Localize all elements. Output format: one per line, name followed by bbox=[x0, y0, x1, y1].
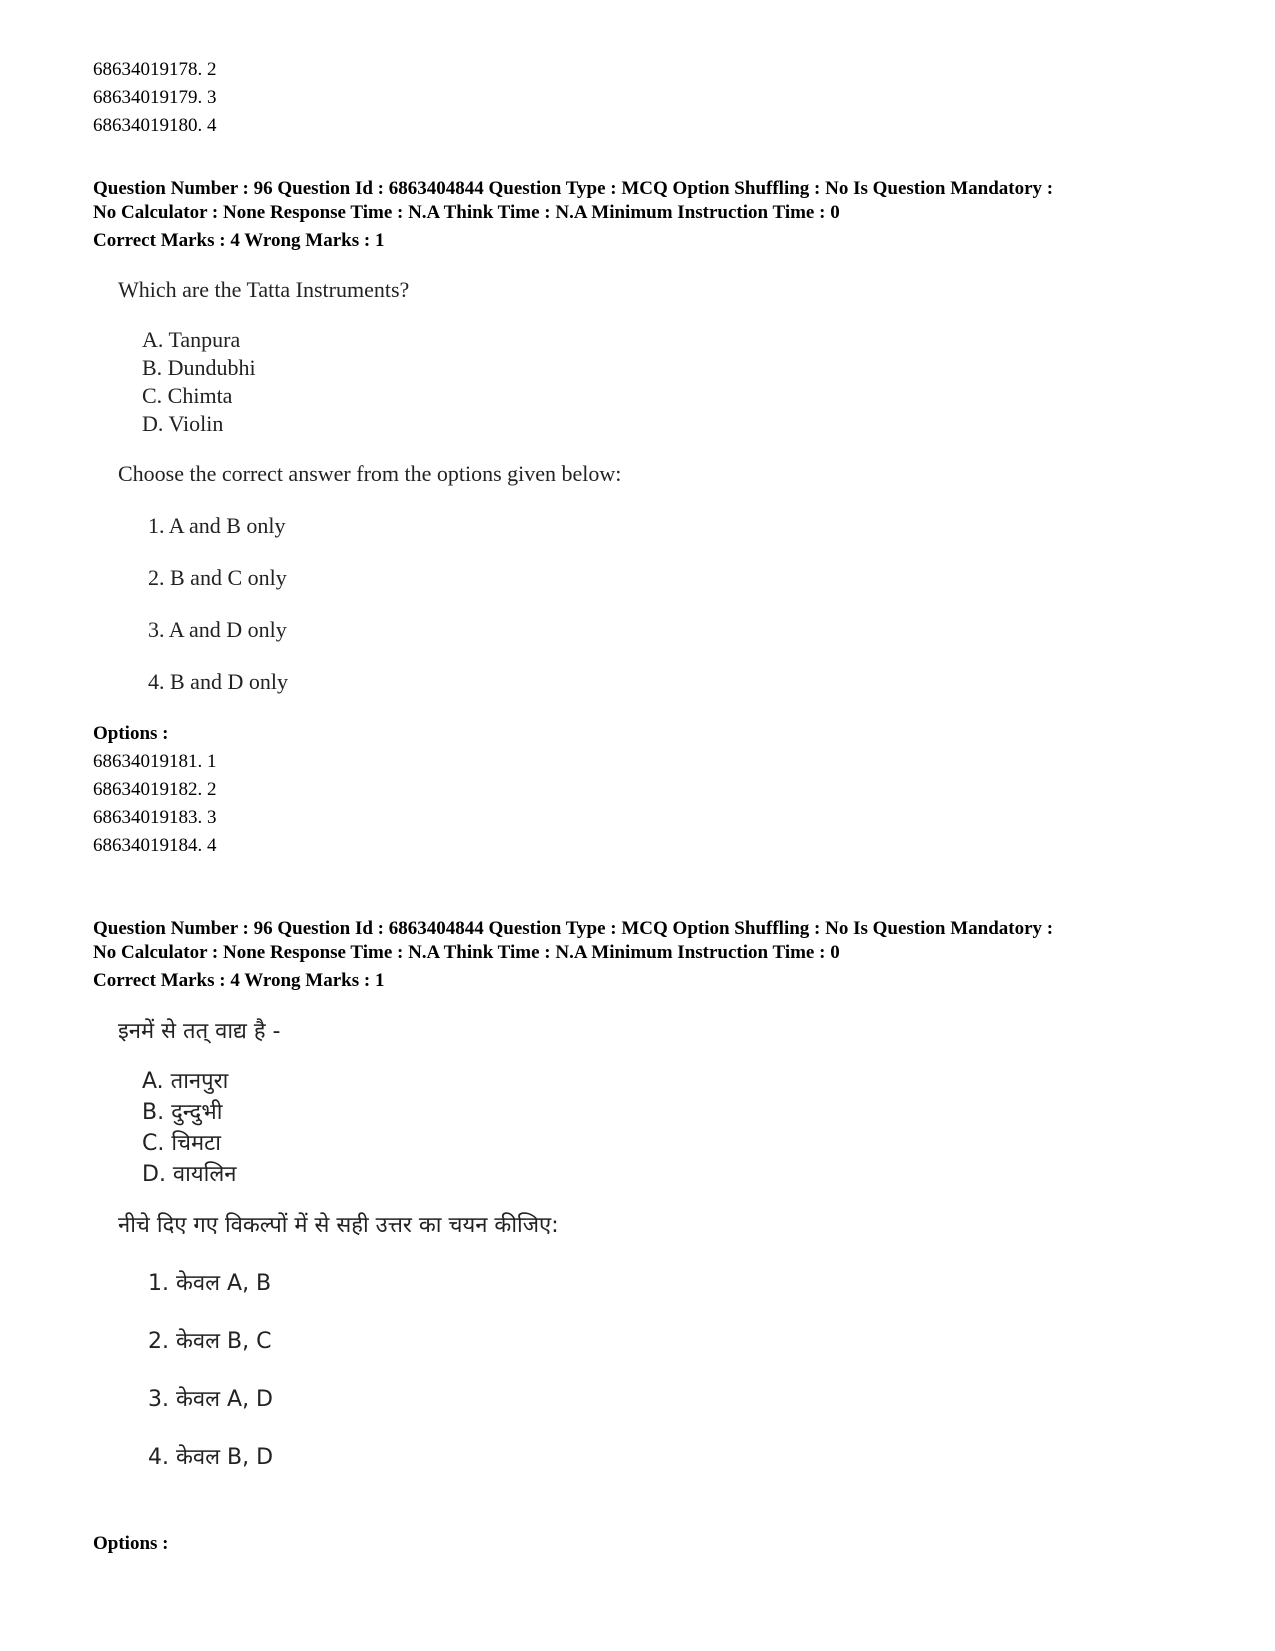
choice-item: 1. केवल A, B bbox=[148, 1271, 272, 1296]
choice-item: 2. केवल B, C bbox=[148, 1329, 272, 1354]
statement-item: D. वायलिन bbox=[142, 1162, 237, 1187]
option-item: 68634019184. 4 bbox=[93, 835, 217, 856]
statement-item: B. दुन्दुभी bbox=[142, 1100, 223, 1125]
question-meta-line1: Question Number : 96 Question Id : 6863404844 Question Type : MCQ Option Shuffling : No Is Question Mandatory : bbox=[93, 918, 1054, 939]
statement-list bbox=[118, 1066, 559, 1190]
options-block-en bbox=[93, 720, 217, 860]
question-meta-line1: Question Number : 96 Question Id : 6863404844 Question Type : MCQ Option Shuffling : No Is Question Mandatory : bbox=[93, 178, 1054, 199]
answer-prompt: Choose the correct answer from the options given below: bbox=[118, 461, 622, 486]
answer-prompt: नीचे दिए गए विकल्पों में से सही उत्तर का चयन कीजिए: bbox=[118, 1213, 559, 1238]
choice-item: 4. केवल B, D bbox=[148, 1445, 274, 1470]
question-text: इनमें से तत् वाद्य है - bbox=[118, 1019, 281, 1044]
choice-item: 1. A and B only bbox=[148, 513, 286, 538]
option-item: 68634019179. 3 bbox=[93, 87, 217, 108]
statement-item: C. Chimta bbox=[142, 383, 233, 408]
option-item: 68634019183. 3 bbox=[93, 807, 217, 828]
option-item: 68634019182. 2 bbox=[93, 779, 217, 800]
question-text: Which are the Tatta Instruments? bbox=[118, 277, 410, 302]
question-meta-line2: No Calculator : None Response Time : N.A Think Time : N.A Minimum Instruction Time : 0 bbox=[93, 942, 840, 963]
choice-item: 4. B and D only bbox=[148, 669, 288, 694]
previous-options-list bbox=[93, 56, 217, 140]
option-item: 68634019180. 4 bbox=[93, 115, 217, 136]
statement-item: B. Dundubhi bbox=[142, 355, 256, 380]
statement-item: C. चिमटा bbox=[142, 1131, 221, 1156]
option-item: 68634019181. 1 bbox=[93, 751, 217, 772]
statement-item: A. Tanpura bbox=[142, 327, 241, 352]
question-meta-en bbox=[93, 177, 1053, 253]
question-marks: Correct Marks : 4 Wrong Marks : 1 bbox=[93, 970, 385, 991]
choice-item: 2. B and C only bbox=[148, 565, 287, 590]
option-item: 68634019178. 2 bbox=[93, 59, 217, 80]
question-meta-line2: No Calculator : None Response Time : N.A Think Time : N.A Minimum Instruction Time : 0 bbox=[93, 202, 840, 223]
statement-item: D. Violin bbox=[142, 411, 224, 436]
options-label: Options : bbox=[93, 1533, 169, 1554]
choice-item: 3. केवल A, D bbox=[148, 1387, 273, 1412]
statement-item: A. तानपुरा bbox=[142, 1069, 229, 1094]
question-marks: Correct Marks : 4 Wrong Marks : 1 bbox=[93, 230, 385, 251]
question-body-en bbox=[118, 276, 621, 696]
options-block-hi bbox=[93, 1530, 169, 1558]
question-meta-hi bbox=[93, 917, 1053, 993]
question-body-hi bbox=[118, 1018, 559, 1472]
statement-list bbox=[118, 326, 621, 438]
options-label: Options : bbox=[93, 723, 169, 744]
choice-item: 3. A and D only bbox=[148, 617, 287, 642]
